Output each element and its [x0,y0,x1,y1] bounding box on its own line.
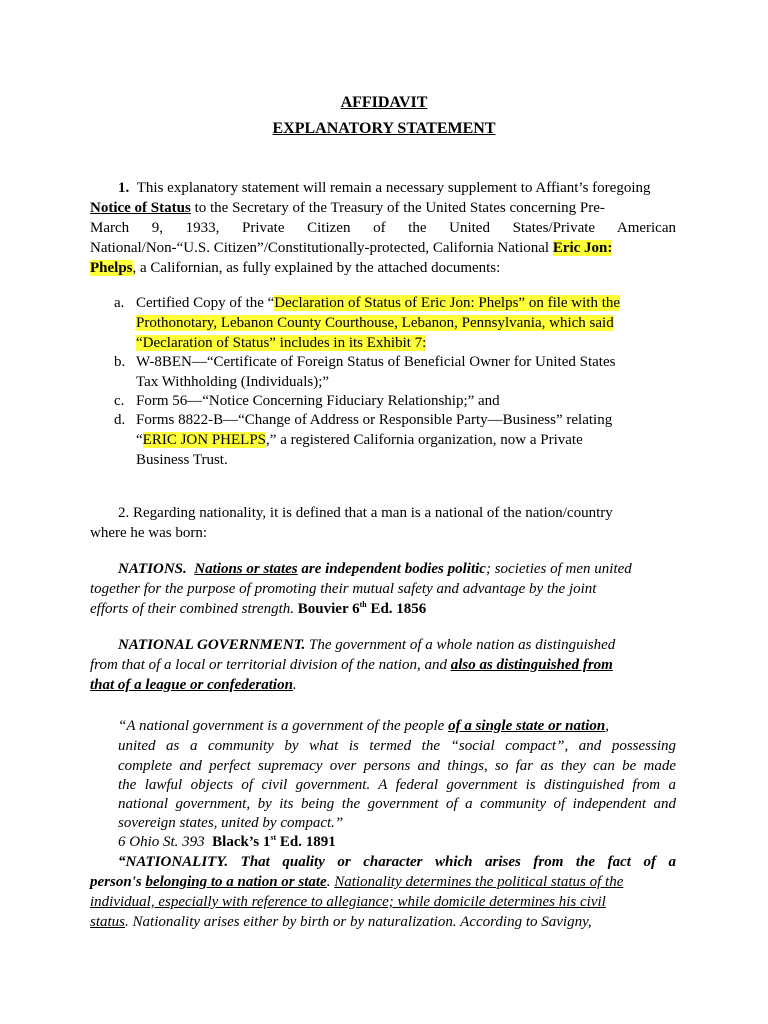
quote-line-6: sovereign states, united by compact.” [118,815,344,831]
highlight-name: Phelps [90,260,133,276]
list-marker-a: a. [114,295,125,311]
nations-line-2: together for the purpose of promoting their mutual safety and advantage by the joint [90,581,597,597]
quote-line-1: “A national government is a government of the people of a single state or nation, [118,718,609,734]
nationality-line-3: individual, especially with reference to allegiance; while domicile determines his civil [90,894,606,910]
document-subtitle: EXPLANATORY STATEMENT [272,120,496,137]
citation: Black’s 1 [212,834,271,850]
list-marker-c: c. [114,393,125,409]
paragraph-1-line-5: Phelps, a Californian, as fully explained by the attached documents: [90,260,501,276]
nations-line-1: NATIONS. Nations or states are independent bodies politic; societies of men united [118,561,632,577]
national-government-line-3: that of a league or confederation. [90,677,297,693]
list-item-d-line-1: Forms 8822-B—“Change of Address or Responsible Party—Business” relating [136,412,613,428]
nationality-line-4: status. Nationality arises either by birth or by naturalization. According to Savigny, [90,914,592,930]
list-item-c-line-1: Form 56—“Notice Concerning Fiduciary Relationship;” and [136,393,500,409]
paragraph-2-line-1: 2. Regarding nationality, it is defined that a man is a national of the nation/country [118,505,613,521]
highlight-text: Declaration of Status of Eric Jon: Phelps” on file with the [274,295,621,311]
nationality-line-2: person's belonging to a nation or state. Nationality determines the political status of the [90,874,624,890]
highlight-text: Prothonotary, Lebanon County Courthouse, Lebanon, Pennsylvania, which said [136,315,614,331]
list-item-a-line-1: Certified Copy of the “Declaration of Status of Eric Jon: Phelps” on file with the [136,295,621,311]
notice-of-status: Notice of Status [90,200,191,216]
document-title: AFFIDAVIT [340,94,428,111]
list-marker-d: d. [114,412,126,428]
paragraph-1-line-4: National/Non-“U.S. Citizen”/Constitutionally-protected, California National Eric Jon: [90,240,613,256]
nations-line-3: efforts of their combined strength. Bouvier 6th Ed. 1856 [90,600,427,617]
list-item-b-line-2: Tax Withholding (Individuals);” [136,374,330,390]
quote-line-5: national government, by its being the government of a community of independent and [118,796,676,812]
quote-citation: 6 Ohio St. 393 Black’s 1st Ed. 1891 [118,833,336,850]
quote-line-3: complete and perfect supremacy over persons and things, so far as they can be made [118,758,676,774]
paragraph-1-line-2: Notice of Status to the Secretary of the Treasury of the United States concerning Pre- [90,200,605,216]
citation: Bouvier 6 [297,601,360,617]
list-item-d-line-3: Business Trust. [136,452,228,468]
paragraph-1-line-3: March 9, 1933, Private Citizen of the United States/Private American [90,220,676,236]
list-item-a-line-2 [136,313,614,333]
paragraph-1-line-1: 1. This explanatory statement will remain a necessary supplement to Affiant’s foregoing [118,180,651,196]
national-government-line-1: NATIONAL GOVERNMENT. The government of a whole nation as distinguished [118,637,616,653]
nationality-line-1: “NATIONALITY. That quality or character which arises from the fact of a [118,854,676,870]
national-government-line-2: from that of a local or territorial division of the nation, and also as distinguished from [90,657,613,673]
paragraph-number: 1. [118,180,130,196]
list-item-a-line-3 [136,333,426,353]
highlight-name: Eric Jon: [552,240,613,256]
highlight-text: “Declaration of Status” includes in its Exhibit 7: [136,335,427,351]
list-marker-b: b. [114,354,126,370]
quote-line-4: the lawful objects of civil government. A federal government is distinguished from a [118,777,676,793]
list-item-b-line-1: W-8BEN—“Certificate of Foreign Status of Beneficial Owner for United States [136,354,616,370]
quote-line-2: united as a community by what is termed the “social compact”, and possessing [118,738,676,754]
highlight-name: ERIC JON PHELPS [142,432,267,448]
paragraph-2-line-2: where he was born: [90,525,208,541]
list-item-d-line-2: “ERIC JON PHELPS,” a registered California organization, now a Private [136,432,583,448]
